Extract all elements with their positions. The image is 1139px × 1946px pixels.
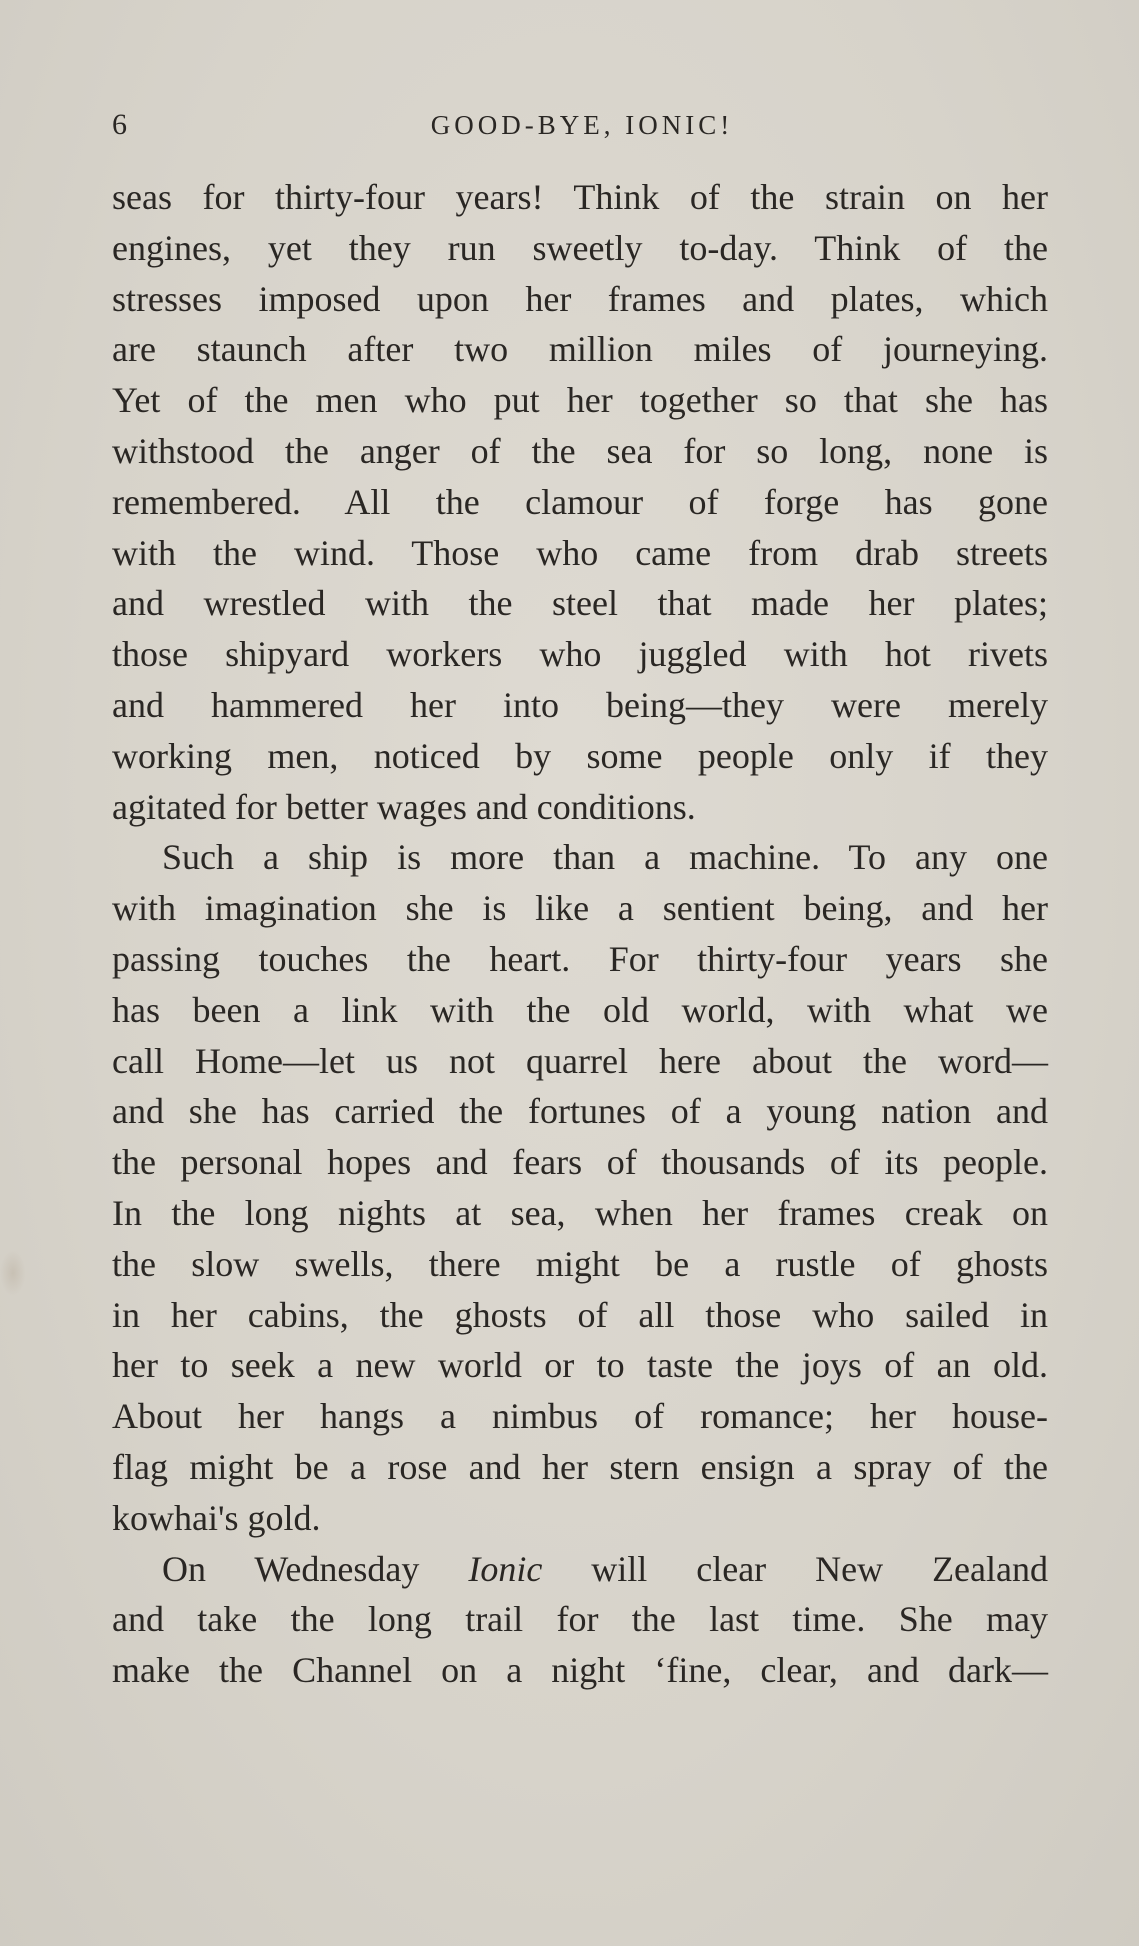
text-line: flag might be a rose and her stern ensign a spray of the — [112, 1446, 1048, 1487]
running-head — [112, 108, 1052, 148]
text-line: has been a link with the old world, with what we — [112, 989, 1048, 1030]
text-line: seas for thirty-four years! Think of the strain on her — [112, 177, 1048, 217]
text-line: make the Channel on a night ‘fine, clear, and dark— — [112, 1650, 1048, 1691]
body-text — [112, 172, 1048, 1696]
text-line: working men, noticed by some people only if they — [112, 735, 1048, 776]
text-line: with imagination she is like a sentient being, and her — [112, 888, 1048, 929]
text-line: and wrestled with the steel that made her plates; — [112, 583, 1048, 624]
text-line: About her hangs a nimbus of romance; her house- — [112, 1396, 1048, 1437]
text-line: and take the long trail for the last time. She may — [112, 1599, 1048, 1640]
text-line: kowhai's gold. — [112, 1497, 321, 1538]
text-line-with-italic — [112, 1544, 1048, 1595]
running-title: GOOD-BYE, IONIC! — [430, 110, 734, 140]
text-line: engines, yet they run sweetly to-day. Think of the — [112, 227, 1048, 268]
text-line: agitated for better wages and conditions. — [112, 786, 696, 827]
text-line: withstood the anger of the sea for so long, none is — [112, 430, 1048, 471]
text-line: and she has carried the fortunes of a young nation and — [112, 1091, 1048, 1132]
paper-stain — [0, 1250, 26, 1296]
text-line: stresses imposed upon her frames and plates, which — [112, 278, 1048, 319]
text-line: remembered. All the clamour of forge has gone — [112, 481, 1048, 522]
text-line-suffix: will clear New Zealand — [542, 1548, 1048, 1589]
text-line: those shipyard workers who juggled with hot rivets — [112, 634, 1048, 675]
text-line: Yet of the men who put her together so that she has — [112, 380, 1048, 421]
text-line: call Home—let us not quarrel here about the word— — [112, 1040, 1048, 1081]
text-line: and hammered her into being—they were merely — [112, 684, 1048, 725]
text-line: the personal hopes and fears of thousands of its people. — [112, 1142, 1048, 1183]
text-line: passing touches the heart. For thirty-four years she — [112, 938, 1048, 979]
text-line: her to seek a new world or to taste the joys of an old. — [112, 1345, 1048, 1386]
text-line: In the long nights at sea, when her frames creak on — [112, 1192, 1048, 1233]
text-line: Such a ship is more than a machine. To any one — [162, 837, 1048, 878]
text-line: are staunch after two million miles of journeying. — [112, 329, 1048, 370]
ship-name-italic: Ionic — [468, 1548, 543, 1589]
text-line-prefix: On Wednesday — [162, 1548, 469, 1589]
text-line: in her cabins, the ghosts of all those who sailed in — [112, 1294, 1048, 1335]
page-number: 6 — [112, 108, 127, 141]
text-line: the slow swells, there might be a rustle of ghosts — [112, 1243, 1048, 1284]
text-line: with the wind. Those who came from drab streets — [112, 532, 1048, 573]
